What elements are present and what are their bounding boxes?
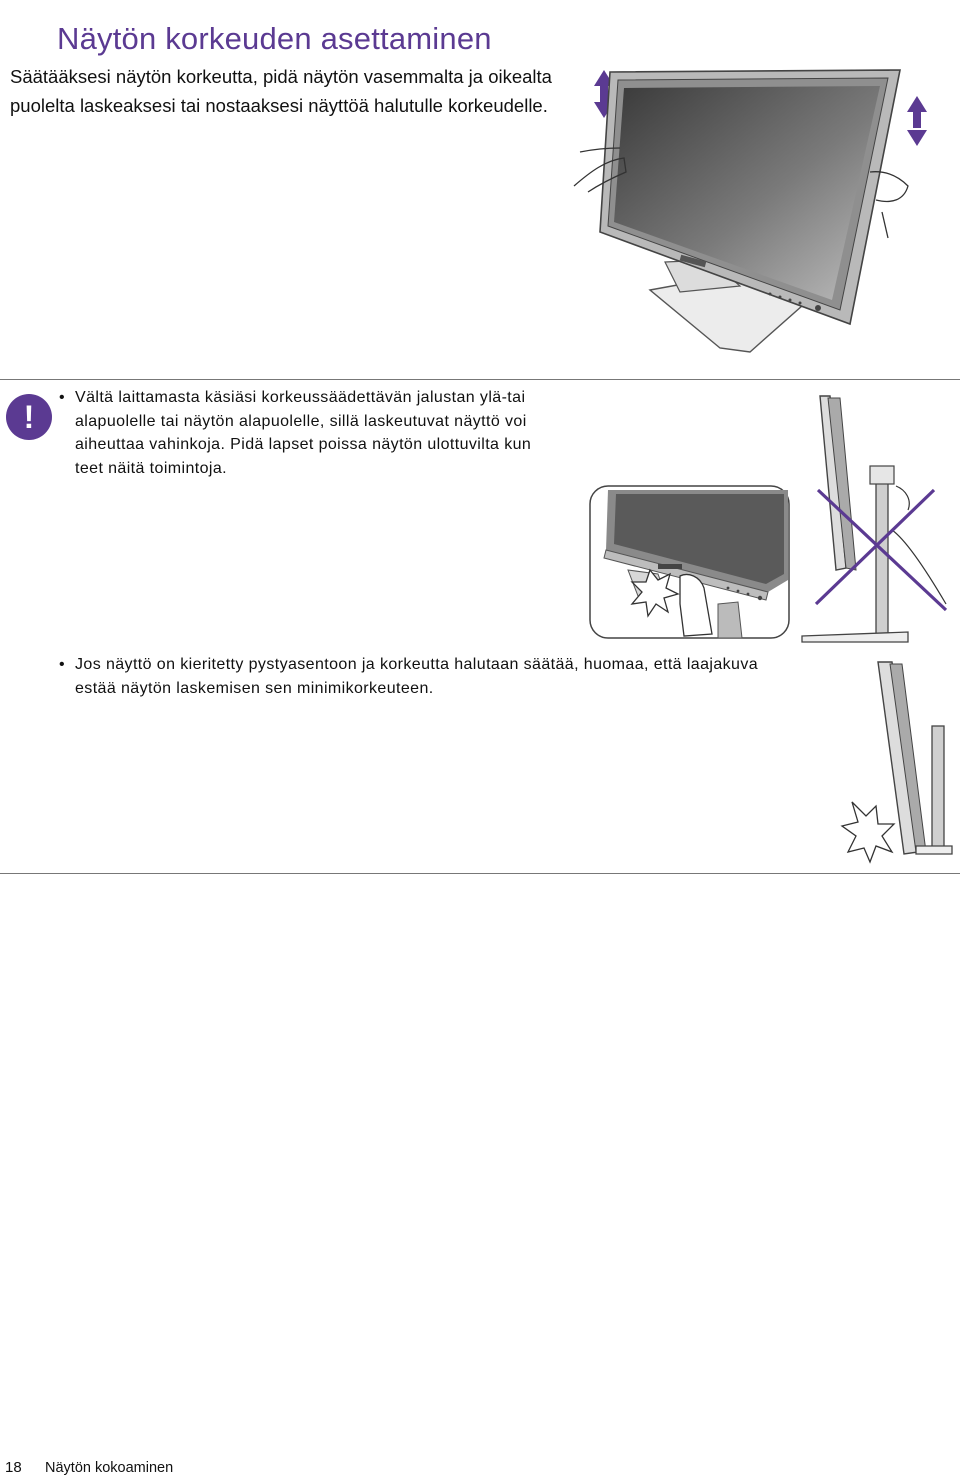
warning-text — [59, 386, 575, 480]
section-divider — [0, 873, 960, 874]
bullet: • — [59, 656, 66, 673]
side-view-crossed-illustration — [796, 390, 960, 646]
up-down-arrow-icon — [907, 96, 927, 146]
intro-paragraph: Säätääksesi näytön korkeutta, pidä näytön vasemmalta ja oikealta puolelta laskeaksesi tai nostaaksesi näyttöä halutulle korkeudelle. — [10, 66, 552, 116]
warning-line: aiheuttaa vahinkoja. Pidä lapset poissa näytön ulottuvilta kun — [75, 436, 532, 453]
page-title: Näytön korkeuden asettaminen — [57, 20, 492, 56]
impact-icon — [842, 802, 894, 862]
section-divider — [0, 379, 960, 380]
portrait-side-view-illustration — [836, 656, 960, 870]
page-number: 18 — [5, 1459, 22, 1476]
warning-line: Vältä laittamasta käsiäsi korkeussäädettävän jalustan ylä-tai — [75, 389, 526, 406]
section-name: Näytön kokoaminen — [45, 1460, 174, 1476]
warning-line: alapuolelle tai näytön alapuolelle, sillä laskeutuvat näyttö voi — [75, 412, 527, 430]
note-line: estää näytön laskemisen sen minimikorkeuteen. — [75, 679, 434, 697]
note-line: Jos näyttö on kieritetty pystyasentoon ja korkeutta halutaan säätää, huomaa, että laajakuva — [75, 656, 759, 673]
monitor-height-adjust-illustration — [570, 62, 950, 362]
bullet: • — [59, 389, 66, 406]
pinch-hazard-illustration — [588, 484, 792, 642]
warning-line: teet näitä toimintoja. — [75, 459, 227, 477]
portrait-note-text — [59, 653, 815, 700]
exclamation-icon: ! — [6, 394, 52, 440]
